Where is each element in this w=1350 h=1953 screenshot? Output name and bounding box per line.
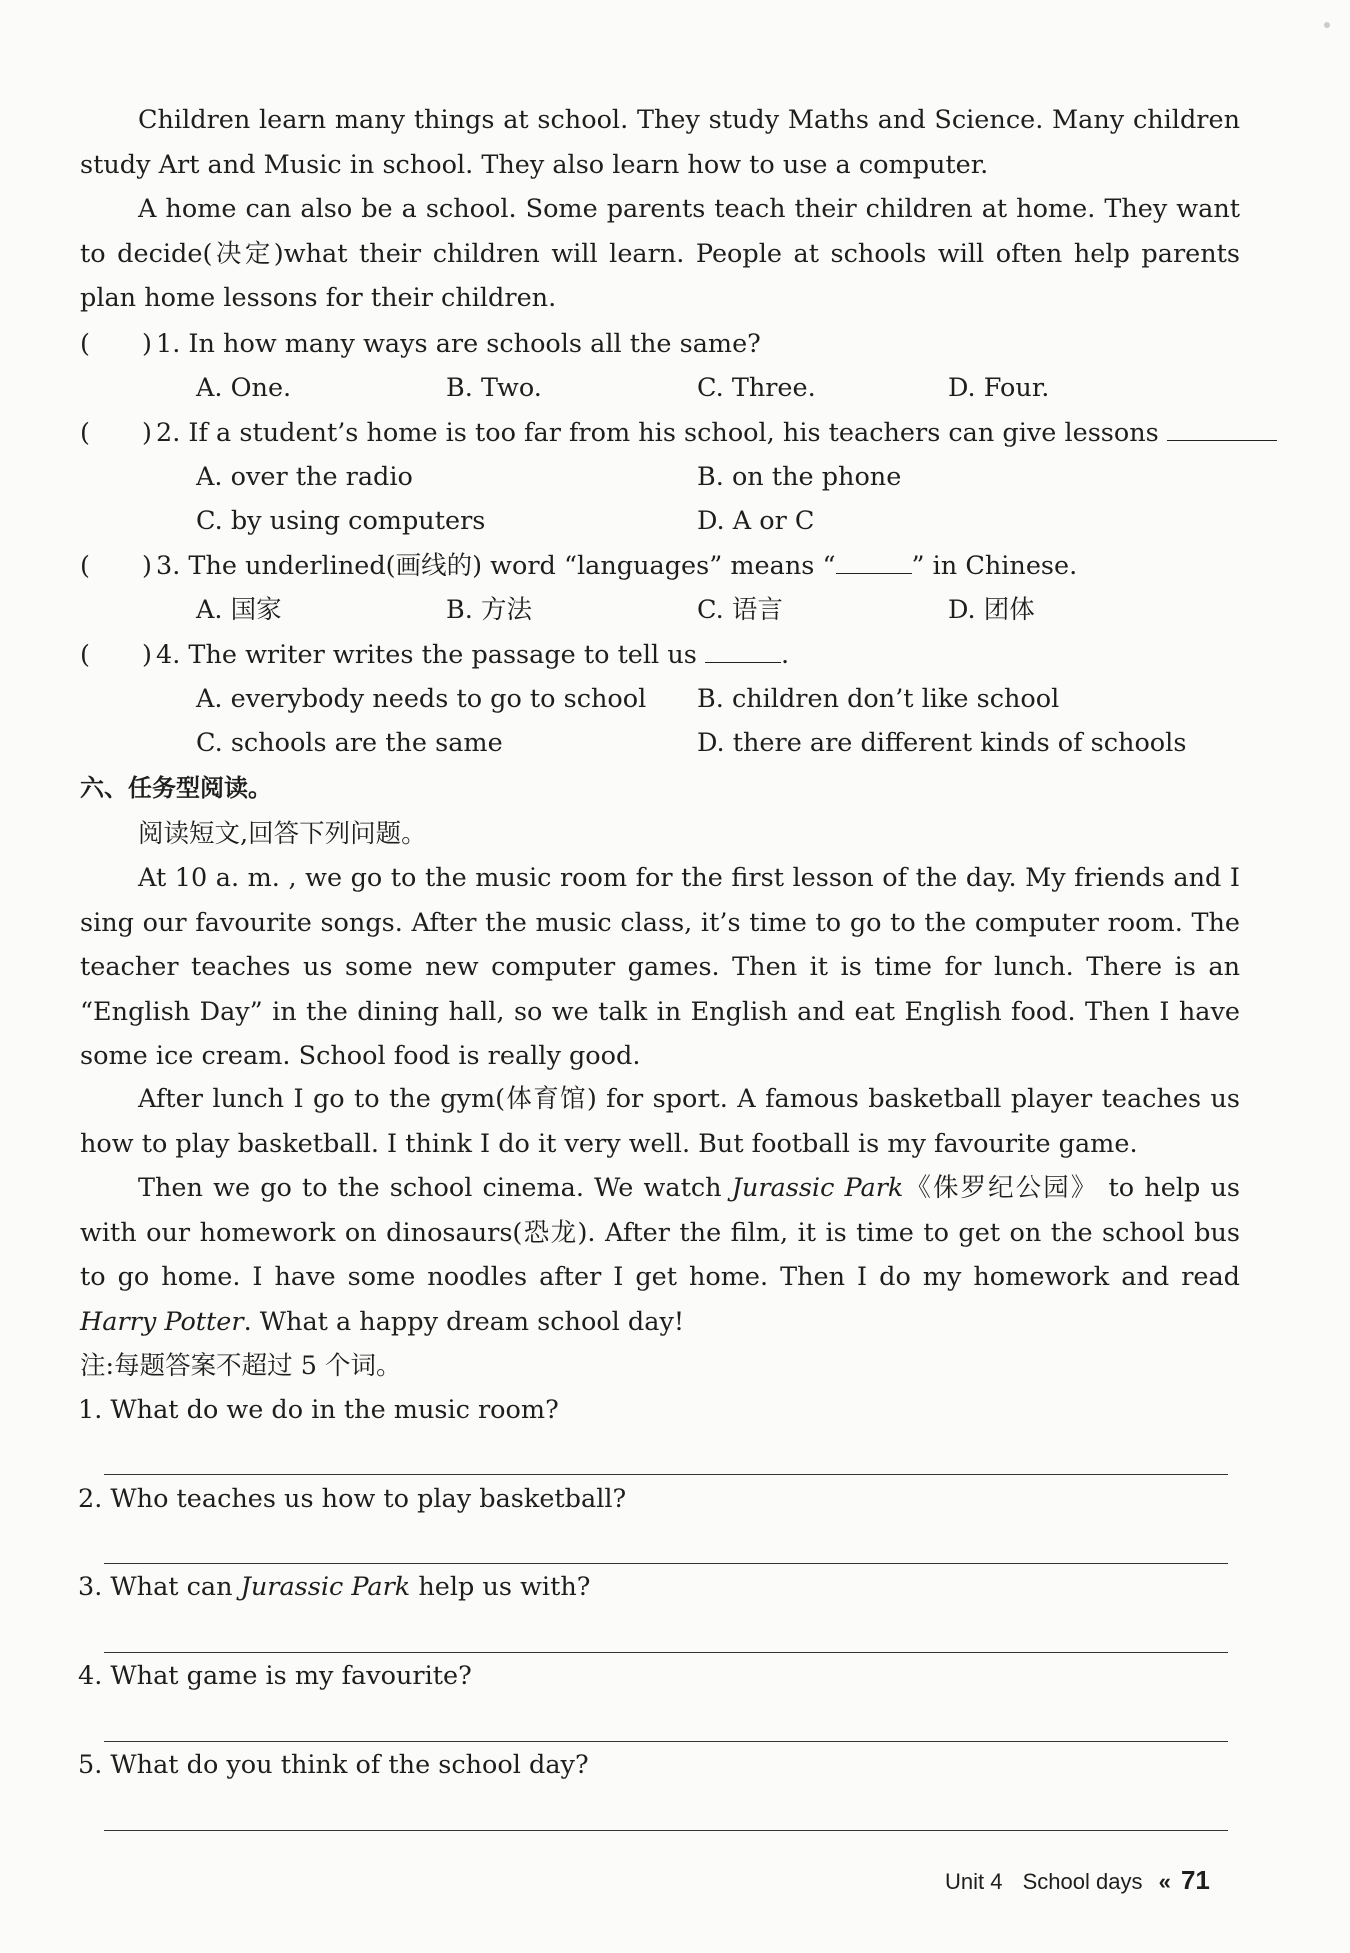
answer-line-4[interactable]	[104, 1741, 1228, 1742]
question-stem-text: 2. If a student’s home is too far from his school, his teachers can give lessons	[156, 418, 1159, 448]
option-b: B. children don’t like school	[697, 684, 1060, 714]
p3-text-b: 《侏罗纪公园》 to help us with our homework on dinosaurs(恐龙). After the film, it is time to get on the school bus to go home. I have some noodles after I get home. Then I do my homework and read	[80, 1173, 1240, 1292]
unit-title: School days	[1022, 1869, 1143, 1894]
fill-blank	[1167, 418, 1277, 441]
option-d: D. Four.	[948, 373, 1050, 403]
question-stem-part-b: ” in Chinese.	[911, 551, 1078, 581]
question-stem	[156, 633, 789, 677]
fill-blank	[836, 551, 912, 574]
passage1-paragraph-1: Children learn many things at school. They study Maths and Science. Many children study Art and Music in school. They also learn how to use a computer.	[80, 105, 1240, 180]
answer-paren-close: )	[142, 551, 152, 581]
question-stem: 1. In how many ways are schools all the same?	[156, 329, 761, 359]
answer-line-3[interactable]	[104, 1652, 1228, 1653]
option-b: B. Two.	[446, 373, 542, 403]
option-b: B. on the phone	[697, 462, 902, 492]
answer-paren-open: (	[80, 551, 90, 581]
q3-text-a: 3. What can	[78, 1572, 241, 1602]
answer-paren-open: (	[80, 418, 90, 448]
reading-paragraph-2: After lunch I go to the gym(体育馆) for sport. A famous basketball player teaches us how to play basketball. I think I do it very well. But football is my favourite game.	[80, 1084, 1240, 1159]
question-stem	[156, 411, 1277, 455]
option-a: A. One.	[196, 373, 292, 403]
unit-label: Unit 4	[945, 1869, 1003, 1894]
option-c: C. schools are the same	[196, 728, 503, 758]
option-a: A. everybody needs to go to school	[196, 684, 647, 714]
option-d: D. 团体	[948, 595, 1035, 625]
option-c: C. Three.	[697, 373, 816, 403]
short-question-4: 4. What game is my favourite?	[78, 1661, 472, 1691]
answer-paren-open: (	[80, 329, 90, 359]
reading-paragraph-1: At 10 a. m. , we go to the music room for the first lesson of the day. My friends and I sing our favourite songs. After the music class, it’s time to go to the computer room. The teacher teaches us some new computer games. Then it is time for lunch. There is an “English Day” in the dining hall, so we talk in English and eat English food. Then I have some ice cream. School food is really good.	[80, 863, 1240, 1071]
corner-dot	[1324, 22, 1330, 28]
option-d: D. A or C	[697, 506, 815, 536]
answer-paren-close: )	[142, 640, 152, 670]
double-chevron-left-icon: «	[1158, 1869, 1167, 1894]
option-b: B. 方法	[446, 595, 532, 625]
passage1-paragraph-2: A home can also be a school. Some parents teach their children at home. They want to decide(决定)what their children will learn. People at schools will often help parents plan home lessons for their children.	[80, 194, 1240, 313]
short-question-1: 1. What do we do in the music room?	[78, 1395, 559, 1425]
answer-line-1[interactable]	[104, 1474, 1228, 1475]
answer-line-5[interactable]	[104, 1830, 1228, 1831]
movie-title: Jurassic Park	[240, 1572, 411, 1602]
option-d: D. there are different kinds of schools	[697, 728, 1187, 758]
question-stem-part-a: 3. The underlined(画线的) word “languages” means “	[156, 551, 836, 581]
answer-line-2[interactable]	[104, 1563, 1228, 1564]
book-title: Harry Potter	[80, 1306, 244, 1337]
question-stem-text: 4. The writer writes the passage to tell us	[156, 640, 697, 670]
reading-paragraph-3	[80, 1166, 1240, 1344]
answer-paren-close: )	[142, 418, 152, 448]
p3-text-a: Then we go to the school cinema. We watch	[138, 1173, 732, 1203]
short-question-3	[78, 1565, 590, 1609]
answer-paren-open: (	[80, 640, 90, 670]
fill-blank	[705, 640, 781, 663]
q3-text-b: help us with?	[410, 1572, 591, 1602]
p3-text-c: . What a happy dream school day!	[243, 1306, 685, 1337]
short-question-5: 5. What do you think of the school day?	[78, 1750, 589, 1780]
option-a: A. over the radio	[196, 462, 413, 492]
answer-note: 注:每题答案不超过 5 个词。	[80, 1351, 402, 1381]
page-number: 71	[1180, 1865, 1210, 1895]
movie-title: Jurassic Park	[731, 1173, 904, 1203]
page-footer	[945, 1862, 1210, 1900]
question-stem-end: .	[780, 640, 790, 670]
question-stem	[156, 544, 1077, 588]
answer-paren-close: )	[142, 329, 152, 359]
option-c: C. 语言	[697, 595, 783, 625]
option-c: C. by using computers	[196, 506, 486, 536]
section-6-title: 六、任务型阅读。	[80, 774, 272, 802]
section-6-instruction: 阅读短文,回答下列问题。	[138, 819, 427, 849]
short-question-2: 2. Who teaches us how to play basketball?	[78, 1484, 627, 1514]
option-a: A. 国家	[196, 595, 282, 625]
